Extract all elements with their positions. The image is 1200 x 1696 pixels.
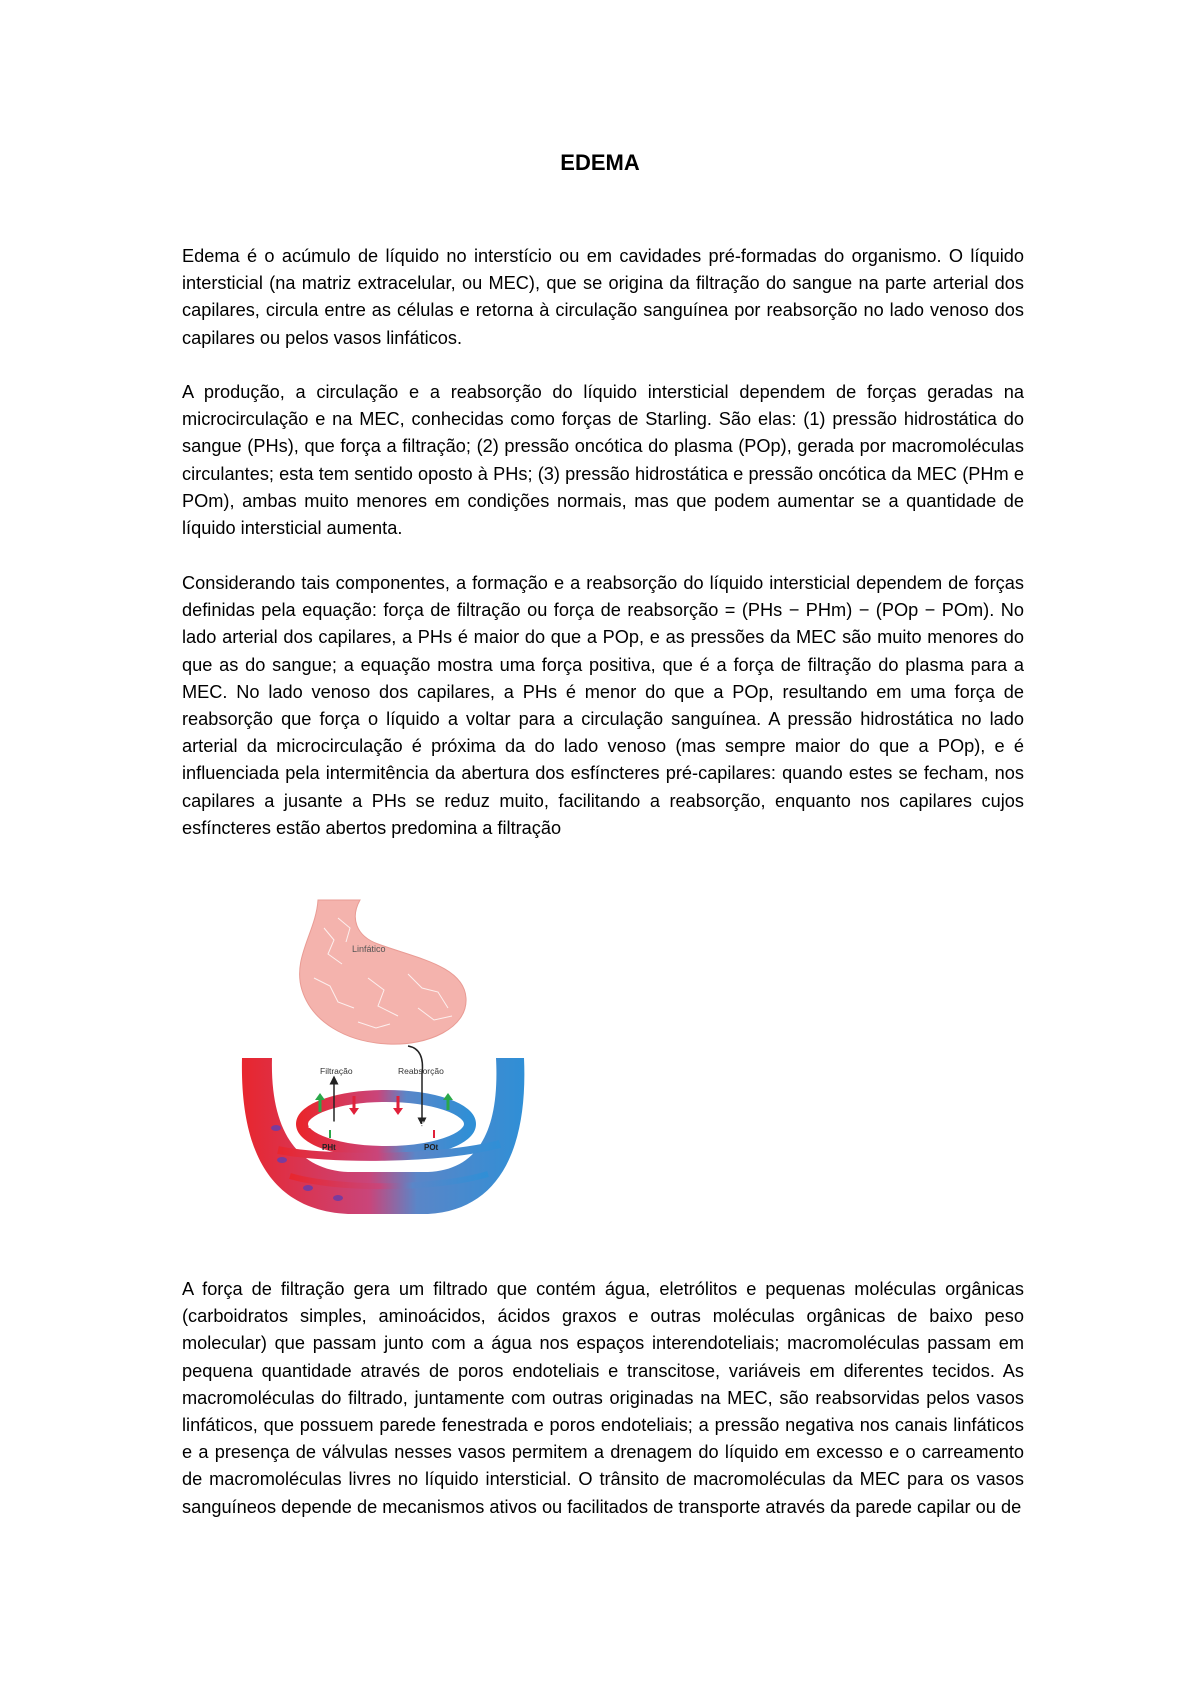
paragraph-2: A produção, a circulação e a reabsorção do líquido intersticial dependem de forças geradas na microcirculação e na MEC, conhecidas como forças de Starling. São elas: (1) pressão hidrostática do sangue (PHs), que força a filtração; (2) pressão oncótica do plasma (POp), gerada por macromoléculas circulantes; esta tem sentido oposto à PHs; (3) pressão hidrostática e pressão oncótica da MEC (PHm e POm), ambas muito menores em condições normais, mas que podem aumentar se a quantidade de líquido intersticial aumenta. [182, 382, 1024, 539]
document-title: EDEMA [560, 150, 640, 175]
venous-balance-label: POp>PHs [388, 1120, 430, 1130]
filtration-label: Filtração [320, 1066, 353, 1076]
paragraph-1: Edema é o acúmulo de líquido no interstício ou em cavidades pré-formadas do organismo. O líquido intersticial (na matriz extracelular, ou MEC), que se origina da filtração do sangue na parte arterial dos capilares, circula entre as células e retorna à circulação sanguínea por reabsorção no lado venoso dos capilares ou pelos vasos linfáticos. [182, 246, 1024, 348]
pot-label: POt [424, 1143, 439, 1152]
arterial-balance-label: PHs>POp [308, 1120, 350, 1130]
reabsorption-label: Reabsorção [398, 1066, 444, 1076]
lymphatic-label: Linfático [352, 944, 386, 954]
pht-label: PHt [322, 1143, 336, 1152]
starling-forces-diagram [238, 898, 578, 1238]
lymphatic-vessel [300, 900, 466, 1044]
paragraph-3: Considerando tais componentes, a formação e a reabsorção do líquido intersticial dependem de forças definidas pela equação: força de filtração ou força de reabsorção = (PHs − PHm) − (POp − POm). No lado arterial dos capilares, a PHs é maior do que a POp, e as pressões da MEC são muito menores do que as do sangue; a equação mostra uma força positiva, que é a força de filtração do plasma para a MEC. No lado venoso dos capilares, a PHs é menor do que a POp, resultando em uma força de reabsorção que força o líquido a voltar para a circulação sanguínea. A pressão hidrostática no lado arterial da microcirculação é próxima da do lado venoso (mas sempre maior do que a POp), e é influenciada pela intermitência da abertura dos esfíncteres pré-capilares: quando estes se fecham, nos capilares a jusante a PHs se reduz muito, facilitando a reabsorção, enquanto nos capilares cujos esfíncteres estão abertos predomina a filtração [182, 573, 1024, 838]
paragraph-4: A força de filtração gera um filtrado que contém água, eletrólitos e pequenas moléculas orgânicas (carboidratos simples, aminoácidos, ácidos graxos e outras moléculas orgânicas de baixo peso molecular) que passam junto com a água nos espaços interendoteliais; macromoléculas passam em pequena quantidade através de poros endoteliais e transcitose, variáveis em diferentes tecidos. As macromoléculas do filtrado, juntamente com outras originadas na MEC, são reabsorvidas pelos vasos linfáticos, que possuem parede fenestrada e poros endoteliais; a pressão negativa nos canais linfáticos e a presença de válvulas nesses vasos permitem a drenagem do líquido em excesso e o carreamento de macromoléculas livres no líquido intersticial. O trânsito de macromoléculas da MEC para os vasos sanguíneos depende de mecanismos ativos ou facilitados de transporte através da parede capilar ou de [182, 1279, 1024, 1517]
